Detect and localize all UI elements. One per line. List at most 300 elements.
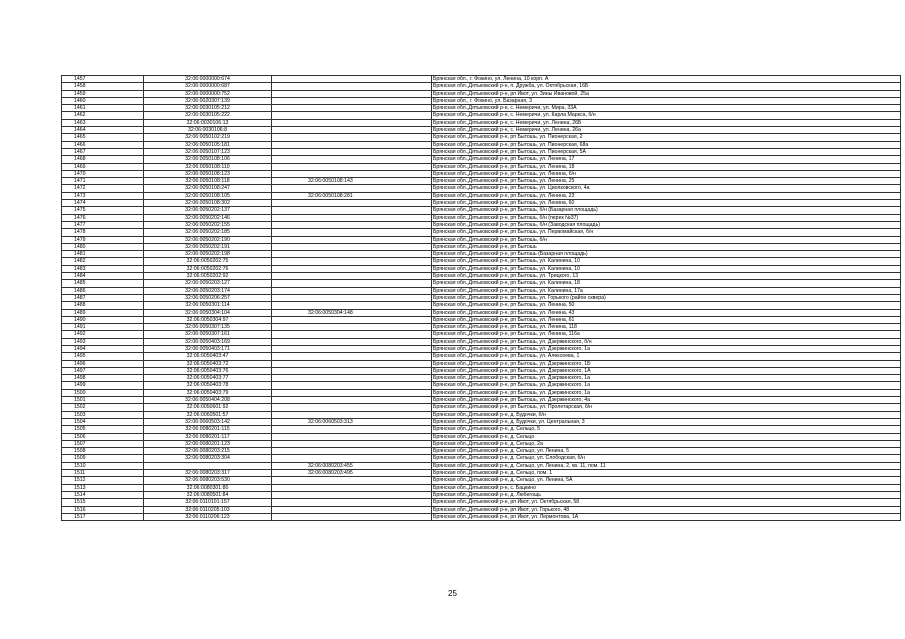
address-cell: Брянская обл.,Дятьковский р-н, рп Бытошь, б/н (Базарная площадь) (432, 207, 901, 214)
cadastral-number-cell: 32:06:0050108:247 (144, 185, 272, 192)
address-cell: Брянская обл.,Дятьковский р-н, рп Бытошь (432, 243, 901, 250)
cadastral-number-cell: 32:06:0050202:155 (144, 221, 272, 228)
address-cell: Брянская обл.,Дятьковский р-н, д. Сельцо, ул. Ленина, 2, кв. 11, пом. 11 (432, 462, 901, 469)
cadastral-number-cell: 32:06:0050307:161 (144, 331, 272, 338)
row-number-cell: 1481 (62, 251, 144, 258)
table-row (62, 411, 901, 418)
table-row (62, 229, 901, 236)
secondary-cadastral-number-cell (272, 221, 432, 228)
address-cell: Брянская обл.,Дятьковский р-н, д. Любегощь (432, 491, 901, 498)
address-cell: Брянская обл.,Дятьковский р-н, рп Ивот, ул. Лермонтова, 1А (432, 513, 901, 520)
secondary-cadastral-number-cell (272, 448, 432, 455)
cadastral-number-cell: 32:06:0050403:79 (144, 389, 272, 396)
row-number-cell: 1502 (62, 404, 144, 411)
row-number-cell: 1469 (62, 163, 144, 170)
secondary-cadastral-number-cell (272, 455, 432, 462)
secondary-cadastral-number-cell (272, 156, 432, 163)
cadastral-number-cell: 32:06:0050403:169 (144, 338, 272, 345)
table-row (62, 287, 901, 294)
cadastral-number-cell: 32:06:0050203:174 (144, 287, 272, 294)
row-number-cell: 1497 (62, 367, 144, 374)
cadastral-number-cell: 32:06:0050304:104 (144, 309, 272, 316)
secondary-cadastral-number-cell (272, 207, 432, 214)
row-number-cell: 1495 (62, 353, 144, 360)
address-cell: Брянская обл.,Дятьковский р-н, д. Будочки, ул. Центральная, 3 (432, 418, 901, 425)
address-cell: Брянская обл.,Дятьковский р-н, рп Бытошь, ул. Дзержинского, 1а (432, 375, 901, 382)
row-number-cell: 1503 (62, 411, 144, 418)
address-cell: Брянская обл.,Дятьковский р-н, рп Бытошь, ул. Дзержинского, 4а (432, 397, 901, 404)
secondary-cadastral-number-cell (272, 105, 432, 112)
table-row (62, 470, 901, 477)
address-cell: Брянская обл.,Дятьковский р-н, д. Сельцо, ул. Ленина, 5 (432, 448, 901, 455)
address-cell: Брянская обл.,Дятьковский р-н, д. Сельцо, ул. Слободская, б/н (432, 455, 901, 462)
row-number-cell: 1489 (62, 309, 144, 316)
row-number-cell: 1490 (62, 316, 144, 323)
row-number-cell: 1516 (62, 506, 144, 513)
table-row (62, 251, 901, 258)
row-number-cell: 1511 (62, 470, 144, 477)
cadastral-number-cell: 32:06:0060501:57 (144, 411, 272, 418)
cadastral-number-cell: 32:06:0050202:75 (144, 258, 272, 265)
cadastral-number-cell: 32:06:0050202:137 (144, 207, 272, 214)
secondary-cadastral-number-cell (272, 433, 432, 440)
cadastral-number-cell: 32:06:0080203:317 (144, 470, 272, 477)
cadastral-number-cell: 32:06:0050108:105 (144, 192, 272, 199)
cadastral-number-cell: 32:06:0110101:157 (144, 499, 272, 506)
cadastral-number-cell: 32:06:0050102:219 (144, 134, 272, 141)
address-cell: Брянская обл.,Дятьковский р-н, рп Ивот, ул. Горького, 48 (432, 506, 901, 513)
table-row (62, 119, 901, 126)
row-number-cell: 1477 (62, 221, 144, 228)
row-number-cell: 1482 (62, 258, 144, 265)
secondary-cadastral-number-cell: 32:06:0080203:455 (272, 462, 432, 469)
secondary-cadastral-number-cell: 32:06:0050108:143 (272, 178, 432, 185)
row-number-cell: 1484 (62, 273, 144, 280)
row-number-cell: 1472 (62, 185, 144, 192)
cadastral-number-cell: 32:06:0050202:191 (144, 243, 272, 250)
table-row (62, 207, 901, 214)
table-row (62, 236, 901, 243)
cadastral-number-cell: 32:06:0050307:135 (144, 324, 272, 331)
table-row (62, 345, 901, 352)
row-number-cell: 1507 (62, 440, 144, 447)
secondary-cadastral-number-cell (272, 265, 432, 272)
address-cell: Брянская обл.,Дятьковский р-н, рп Бытошь, ул. Ленина, 23 (432, 192, 901, 199)
table-row (62, 360, 901, 367)
address-cell: Брянская обл.,Дятьковский р-н, д. Сельцо (432, 433, 901, 440)
cadastral-number-cell: 32:06:0050202:185 (144, 229, 272, 236)
row-number-cell: 1488 (62, 302, 144, 309)
table-row (62, 375, 901, 382)
address-cell: Брянская обл.,Дятьковский р-н, рп Бытошь, ул. Ленина, 17 (432, 156, 901, 163)
row-number-cell: 1491 (62, 324, 144, 331)
secondary-cadastral-number-cell (272, 513, 432, 520)
row-number-cell: 1501 (62, 397, 144, 404)
row-number-cell: 1474 (62, 200, 144, 207)
cadastral-number-cell: 32:06:0050403:77 (144, 375, 272, 382)
row-number-cell: 1514 (62, 491, 144, 498)
table-row (62, 499, 901, 506)
secondary-cadastral-number-cell (272, 273, 432, 280)
address-cell: Брянская обл.,Дятьковский р-н, рп Бытошь, ул. Калинина, 18 (432, 280, 901, 287)
row-number-cell: 1478 (62, 229, 144, 236)
row-number-cell: 1509 (62, 455, 144, 462)
cadastral-number-cell: 32:06:0050304:97 (144, 316, 272, 323)
row-number-cell: 1470 (62, 170, 144, 177)
table-row (62, 265, 901, 272)
address-cell: Брянская обл.,Дятьковский р-н, рп Бытошь, ул. Ленина, 118 (432, 324, 901, 331)
cadastral-number-cell: 32:06:0080201:115 (144, 426, 272, 433)
address-cell: Брянская обл.,Дятьковский р-н, рп Бытошь, ул. Пионерская, 2 (432, 134, 901, 141)
cadastral-number-cell: 32:06:0050202:76 (144, 265, 272, 272)
registry-table (61, 75, 901, 521)
cadastral-number-cell: 32:06:0030105:222 (144, 112, 272, 119)
cadastral-number-cell: 32:06:0050301:114 (144, 302, 272, 309)
row-number-cell: 1493 (62, 338, 144, 345)
address-cell: Брянская обл.,Дятьковский р-н, с. Бацкино (432, 484, 901, 491)
address-cell: Брянская обл.,Дятьковский р-н, с. Немеричи, ул. Ленина, 26Б (432, 119, 901, 126)
secondary-cadastral-number-cell (272, 251, 432, 258)
secondary-cadastral-number-cell (272, 229, 432, 236)
table-row (62, 258, 901, 265)
cadastral-number-cell: 32:06:0000000:687 (144, 83, 272, 90)
row-number-cell: 1510 (62, 462, 144, 469)
secondary-cadastral-number-cell (272, 112, 432, 119)
secondary-cadastral-number-cell (272, 280, 432, 287)
table-row (62, 353, 901, 360)
cadastral-number-cell (144, 462, 272, 469)
cadastral-number-cell: 32:06:0050202:146 (144, 214, 272, 221)
table-row (62, 302, 901, 309)
address-cell: Брянская обл.,Дятьковский р-н, с. Немеричи, ул. Мира, 33А (432, 105, 901, 112)
secondary-cadastral-number-cell (272, 353, 432, 360)
secondary-cadastral-number-cell (272, 367, 432, 374)
secondary-cadastral-number-cell (272, 506, 432, 513)
cadastral-number-cell: 32:06:0080501:84 (144, 491, 272, 498)
secondary-cadastral-number-cell (272, 397, 432, 404)
table-row (62, 148, 901, 155)
secondary-cadastral-number-cell (272, 404, 432, 411)
table-row (62, 462, 901, 469)
cadastral-number-cell: 32:06:0050403:171 (144, 345, 272, 352)
cadastral-number-cell: 32:06:0000000:752 (144, 90, 272, 97)
table-row (62, 280, 901, 287)
secondary-cadastral-number-cell (272, 324, 432, 331)
address-cell: Брянская обл.,Дятьковский р-н, рп Бытошь, ул. Ленина, 116а (432, 331, 901, 338)
page-number: 25 (448, 589, 457, 598)
secondary-cadastral-number-cell (272, 294, 432, 301)
row-number-cell: 1475 (62, 207, 144, 214)
address-cell: Брянская обл., г. Фокино, ул. Базарная, 3 (432, 97, 901, 104)
row-number-cell: 1473 (62, 192, 144, 199)
address-cell: Брянская обл.,Дятьковский р-н, д. Сельцо, пом. 1 (432, 470, 901, 477)
cadastral-number-cell: 32:06:0020307:139 (144, 97, 272, 104)
row-number-cell: 1499 (62, 382, 144, 389)
secondary-cadastral-number-cell (272, 338, 432, 345)
cadastral-number-cell: 32:06:0080301:80 (144, 484, 272, 491)
table-row (62, 484, 901, 491)
table-row (62, 309, 901, 316)
secondary-cadastral-number-cell (272, 76, 432, 83)
secondary-cadastral-number-cell (272, 127, 432, 134)
address-cell: Брянская обл.,Дятьковский р-н, рп Бытошь, ул. Трицкого, 13 (432, 273, 901, 280)
address-cell: Брянская обл.,Дятьковский р-н, рп Бытошь, ул. Горького (район сквера) (432, 294, 901, 301)
table-row (62, 221, 901, 228)
address-cell: Брянская обл.,Дятьковский р-н, рп Бытошь, б/н (432, 236, 901, 243)
row-number-cell: 1464 (62, 127, 144, 134)
address-cell: Брянская обл.,Дятьковский р-н, рп Бытошь, ул. Первомайская, б/н (432, 229, 901, 236)
row-number-cell: 1504 (62, 418, 144, 425)
table-row (62, 294, 901, 301)
address-cell: Брянская обл.,Дятьковский р-н, рп Бытошь, б/н (перек №37) (432, 214, 901, 221)
secondary-cadastral-number-cell (272, 411, 432, 418)
row-number-cell: 1494 (62, 345, 144, 352)
secondary-cadastral-number-cell (272, 491, 432, 498)
address-cell: Брянская обл.,Дятьковский р-н, рп Бытошь, ул. Ленина, 61 (432, 316, 901, 323)
secondary-cadastral-number-cell (272, 316, 432, 323)
table-row (62, 243, 901, 250)
cadastral-number-cell: 32:06:0060503:142 (144, 418, 272, 425)
cadastral-number-cell: 32:06:0050403:72 (144, 360, 272, 367)
address-cell: Брянская обл.,Дятьковский р-н, рп Бытошь, ул. Дзержинского, 1а (432, 345, 901, 352)
table-row (62, 513, 901, 520)
cadastral-number-cell: 32:06:0080201:117 (144, 433, 272, 440)
address-cell: Брянская обл.,Дятьковский р-н, рп Бытошь, б/н (Заводская площадь) (432, 221, 901, 228)
table-row (62, 83, 901, 90)
row-number-cell: 1461 (62, 105, 144, 112)
table-row (62, 404, 901, 411)
cadastral-number-cell: 32:06:0050202:198 (144, 251, 272, 258)
secondary-cadastral-number-cell (272, 382, 432, 389)
row-number-cell: 1466 (62, 141, 144, 148)
secondary-cadastral-number-cell (272, 236, 432, 243)
address-cell: Брянская обл.,Дятьковский р-н, рп Бытошь, ул. Алексеева, 1 (432, 353, 901, 360)
row-number-cell: 1459 (62, 90, 144, 97)
cadastral-number-cell: 32:06:0080201:123 (144, 440, 272, 447)
secondary-cadastral-number-cell (272, 134, 432, 141)
cadastral-number-cell: 32:06:0080203:530 (144, 477, 272, 484)
table-row (62, 338, 901, 345)
row-number-cell: 1496 (62, 360, 144, 367)
secondary-cadastral-number-cell: 32:06:0050304:148 (272, 309, 432, 316)
cadastral-number-cell: 32:06:0050203:127 (144, 280, 272, 287)
address-cell: Брянская обл., г. Фокино, ул. Ленина, 10 корп. А (432, 76, 901, 83)
secondary-cadastral-number-cell (272, 148, 432, 155)
row-number-cell: 1512 (62, 477, 144, 484)
secondary-cadastral-number-cell (272, 375, 432, 382)
row-number-cell: 1465 (62, 134, 144, 141)
row-number-cell: 1500 (62, 389, 144, 396)
cadastral-number-cell: 32:06:0050108:302 (144, 200, 272, 207)
address-cell: Брянская обл.,Дятьковский р-н, рп Ивот, ул. Зины Ивановой, 25а (432, 90, 901, 97)
address-cell: Брянская обл.,Дятьковский р-н, рп Бытошь, ул. Ленина, 50 (432, 302, 901, 309)
secondary-cadastral-number-cell: 32:06:0060503:313 (272, 418, 432, 425)
row-number-cell: 1457 (62, 76, 144, 83)
address-cell: Брянская обл.,Дятьковский р-н, д. Сельцо, 5 (432, 426, 901, 433)
row-number-cell: 1492 (62, 331, 144, 338)
cadastral-number-cell: 32:06:0050107:123 (144, 148, 272, 155)
cadastral-number-cell: 32:06:0050108:123 (144, 170, 272, 177)
address-cell: Брянская обл.,Дятьковский р-н, п. Дружба, ул. Октябрьская, 16Б (432, 83, 901, 90)
table-row (62, 316, 901, 323)
table-row (62, 397, 901, 404)
secondary-cadastral-number-cell (272, 484, 432, 491)
cadastral-number-cell: 32:06:0030106:8 (144, 127, 272, 134)
secondary-cadastral-number-cell (272, 477, 432, 484)
table-row (62, 389, 901, 396)
cadastral-number-cell: 32:06:0050601:92 (144, 404, 272, 411)
cadastral-number-cell: 32:06:0050105:181 (144, 141, 272, 148)
row-number-cell: 1487 (62, 294, 144, 301)
address-cell: Брянская обл.,Дятьковский р-н, д. Сельцо, ул. Ленина, 5А (432, 477, 901, 484)
row-number-cell: 1513 (62, 484, 144, 491)
table-row (62, 506, 901, 513)
table-row (62, 273, 901, 280)
address-cell: Брянская обл.,Дятьковский р-н, рп Бытошь, ул. Дзержинского, 1а (432, 382, 901, 389)
cadastral-number-cell: 32:06:0050108:118 (144, 178, 272, 185)
address-cell: Брянская обл.,Дятьковский р-н, рп Бытошь (Базарная площадь) (432, 251, 901, 258)
address-cell: Брянская обл.,Дятьковский р-н, рп Бытошь, ул. Пролетарская, б/н (432, 404, 901, 411)
address-cell: Брянская обл.,Дятьковский р-н, рп Бытошь, ул. Калинина, 10 (432, 265, 901, 272)
cadastral-number-cell: 32:06:0050403:78 (144, 382, 272, 389)
secondary-cadastral-number-cell (272, 426, 432, 433)
address-cell: Брянская обл.,Дятьковский р-н, рп Бытошь, ул. Дзержинского, 1А (432, 367, 901, 374)
address-cell: Брянская обл.,Дятьковский р-н, рп Бытошь, ул. Циолковского, 4а (432, 185, 901, 192)
table-row (62, 491, 901, 498)
secondary-cadastral-number-cell (272, 499, 432, 506)
address-cell: Брянская обл.,Дятьковский р-н, рп Бытошь, ул. Ленина, 43 (432, 309, 901, 316)
address-cell: Брянская обл.,Дятьковский р-н, рп Бытошь, ул. Пионерская, 5А (432, 148, 901, 155)
table-row (62, 141, 901, 148)
row-number-cell: 1479 (62, 236, 144, 243)
row-number-cell: 1505 (62, 426, 144, 433)
table-row (62, 112, 901, 119)
address-cell: Брянская обл.,Дятьковский р-н, рп Бытошь, ул. Пионерская, 68а (432, 141, 901, 148)
cadastral-number-cell: 32:06:0050404:208 (144, 397, 272, 404)
row-number-cell: 1517 (62, 513, 144, 520)
table-row (62, 382, 901, 389)
address-cell: Брянская обл.,Дятьковский р-н, д. Будочки, б/н (432, 411, 901, 418)
secondary-cadastral-number-cell (272, 302, 432, 309)
secondary-cadastral-number-cell (272, 97, 432, 104)
table-row (62, 448, 901, 455)
table-row (62, 127, 901, 134)
secondary-cadastral-number-cell: 32:06:0080203:495 (272, 470, 432, 477)
table-row (62, 185, 901, 192)
address-cell: Брянская обл.,Дятьковский р-н, с. Немеричи, ул. Ленина, 26а (432, 127, 901, 134)
secondary-cadastral-number-cell (272, 200, 432, 207)
table-row (62, 426, 901, 433)
cadastral-number-cell: 32:06:0050108:110 (144, 163, 272, 170)
table-row (62, 97, 901, 104)
row-number-cell: 1468 (62, 156, 144, 163)
secondary-cadastral-number-cell (272, 214, 432, 221)
address-cell: Брянская обл.,Дятьковский р-н, рп Бытошь, ул. Дзержинского, б/н (432, 338, 901, 345)
address-cell: Брянская обл.,Дятьковский р-н, с. Немеричи, ул. Карла Маркса, б/н (432, 112, 901, 119)
address-cell: Брянская обл.,Дятьковский р-н, д. Сельцо, 2а (432, 440, 901, 447)
address-cell: Брянская обл.,Дятьковский р-н, рп Бытошь, ул. Калинина, 10 (432, 258, 901, 265)
table-row (62, 367, 901, 374)
secondary-cadastral-number-cell (272, 170, 432, 177)
secondary-cadastral-number-cell (272, 287, 432, 294)
row-number-cell: 1462 (62, 112, 144, 119)
table-row (62, 105, 901, 112)
table-row (62, 200, 901, 207)
registry-table-body (62, 76, 901, 521)
row-number-cell: 1498 (62, 375, 144, 382)
table-row (62, 134, 901, 141)
secondary-cadastral-number-cell (272, 163, 432, 170)
table-row (62, 170, 901, 177)
address-cell: Брянская обл.,Дятьковский р-н, рп Бытошь, ул. Ленина, 18 (432, 163, 901, 170)
address-cell: Брянская обл.,Дятьковский р-н, рп Бытошь, ул. Ленина, б/н (432, 170, 901, 177)
secondary-cadastral-number-cell (272, 83, 432, 90)
secondary-cadastral-number-cell (272, 389, 432, 396)
cadastral-number-cell: 32:06:0050206:257 (144, 294, 272, 301)
table-row (62, 76, 901, 83)
row-number-cell: 1485 (62, 280, 144, 287)
cadastral-number-cell: 32:06:0050108:106 (144, 156, 272, 163)
secondary-cadastral-number-cell (272, 243, 432, 250)
address-cell: Брянская обл.,Дятьковский р-н, рп Бытошь, ул. Ленина, 60 (432, 200, 901, 207)
cadastral-number-cell: 32:06:0110206:123 (144, 513, 272, 520)
cadastral-number-cell: 32:06:0030106:13 (144, 119, 272, 126)
cadastral-number-cell: 32:06:0080203:304 (144, 455, 272, 462)
table-row (62, 90, 901, 97)
cadastral-number-cell: 32:06:0000000:674 (144, 76, 272, 83)
secondary-cadastral-number-cell (272, 90, 432, 97)
table-row (62, 433, 901, 440)
address-cell: Брянская обл.,Дятьковский р-н, рп Бытошь, ул. Дзержинского, 1Б (432, 360, 901, 367)
secondary-cadastral-number-cell (272, 119, 432, 126)
row-number-cell: 1471 (62, 178, 144, 185)
cadastral-number-cell: 32:06:0050202:92 (144, 273, 272, 280)
row-number-cell: 1483 (62, 265, 144, 272)
row-number-cell: 1463 (62, 119, 144, 126)
table-row (62, 163, 901, 170)
cadastral-number-cell: 32:06:0080203:215 (144, 448, 272, 455)
row-number-cell: 1515 (62, 499, 144, 506)
cadastral-number-cell: 32:06:0050403:76 (144, 367, 272, 374)
table-row (62, 178, 901, 185)
table-row (62, 156, 901, 163)
row-number-cell: 1476 (62, 214, 144, 221)
table-row (62, 440, 901, 447)
address-cell: Брянская обл.,Дятьковский р-н, рп Бытошь, ул. Калинина, 17а (432, 287, 901, 294)
row-number-cell: 1486 (62, 287, 144, 294)
cadastral-number-cell: 32:06:0030105:212 (144, 105, 272, 112)
row-number-cell: 1480 (62, 243, 144, 250)
secondary-cadastral-number-cell (272, 345, 432, 352)
row-number-cell: 1460 (62, 97, 144, 104)
secondary-cadastral-number-cell (272, 331, 432, 338)
address-cell: Брянская обл.,Дятьковский р-н, рп Бытошь, ул. Ленина, 25 (432, 178, 901, 185)
table-row (62, 331, 901, 338)
secondary-cadastral-number-cell (272, 141, 432, 148)
cadastral-number-cell: 32:06:0050202:190 (144, 236, 272, 243)
secondary-cadastral-number-cell (272, 185, 432, 192)
row-number-cell: 1467 (62, 148, 144, 155)
address-cell: Брянская обл.,Дятьковский р-н, рп Ивот, ул. Октябрьская, 58 (432, 499, 901, 506)
table-row (62, 214, 901, 221)
row-number-cell: 1458 (62, 83, 144, 90)
row-number-cell: 1506 (62, 433, 144, 440)
cadastral-number-cell: 32:06:0050403:47 (144, 353, 272, 360)
cadastral-number-cell: 32:06:0110205:103 (144, 506, 272, 513)
table-row (62, 477, 901, 484)
secondary-cadastral-number-cell: 32:06:0050108:281 (272, 192, 432, 199)
row-number-cell: 1508 (62, 448, 144, 455)
